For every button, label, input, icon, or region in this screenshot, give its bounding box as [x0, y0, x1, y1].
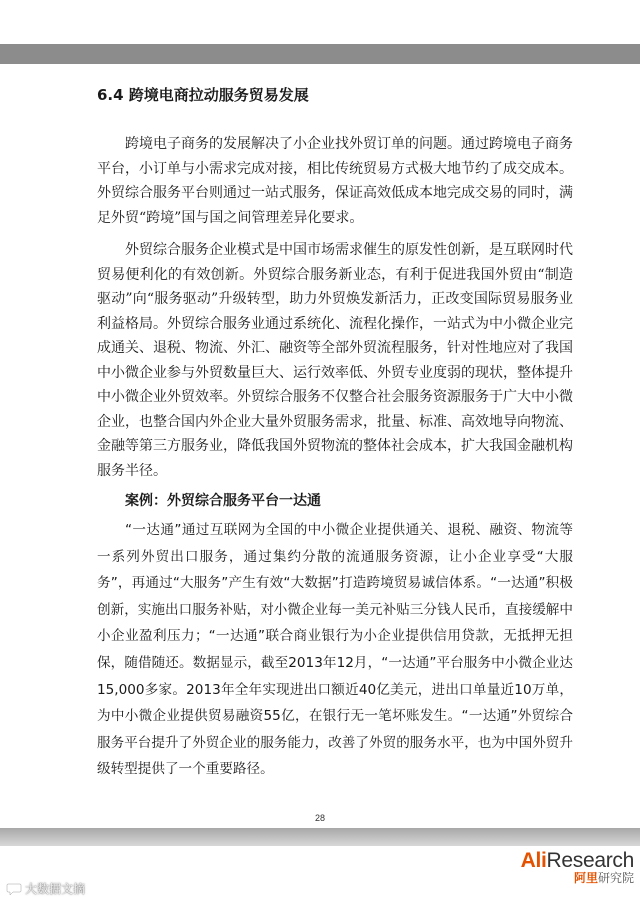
logo-sub-rest: 研究院 [597, 871, 634, 885]
case-study-title: 案例：外贸综合服务平台一达通 [125, 493, 321, 509]
section-heading: 6.4 跨境电商拉动服务贸易发展 [97, 86, 309, 104]
body-paragraph-1: 跨境电子商务的发展解决了小企业找外贸订单的问题。通过跨境电子商务平台，小订单与小需求完成对接，相比传统贸易方式极大地节约了成交成本。外贸综合服务平台则通过一站式服务，保证高效低成本地完成交易的同时，满足外贸“跨境”国与国之间管理差异化要求。 [97, 136, 573, 226]
aliresearch-logo [521, 850, 634, 884]
chat-bubble-icon [6, 881, 22, 897]
body-paragraph-2: 外贸综合服务企业模式是中国市场需求催生的原发性创新，是互联网时代贸易便利化的有效创新。外贸综合服务新业态，有利于促进我国外贸由“制造驱动”向“服务驱动”升级转型，助力外贸焕发新活力，正改变国际贸易服务业利益格局。外贸综合服务业通过系统化、流程化操作，一站式为中小微企业完成通关、退税、物流、外汇、融资等全部外贸流程服务，针对性地应对了我国中小微企业参与外贸数量巨大、运行效率低、外贸专业度弱的现状，整体提升中小微企业外贸效率。外贸综合服务不仅整合社会服务资源服务于广大中小微企业，也整合国内外企业大量外贸服务需求，批量、标准、高效地导向物流、金融等第三方服务业，降低我国外贸物流的整体社会成本，扩大我国金融机构服务半径。 [97, 242, 573, 479]
footer-grey-bar [0, 828, 640, 846]
watermark [6, 880, 85, 897]
logo-research-text: Research [546, 849, 634, 872]
logo-wordmark [521, 850, 634, 871]
page-number: 28 [314, 813, 325, 823]
watermark-text: 大数据文摘 [25, 882, 86, 896]
footer-band [0, 828, 640, 905]
header-band [0, 0, 640, 62]
header-grey-bar [0, 44, 640, 64]
page-content [97, 84, 573, 783]
logo-ali-text: Ali [520, 849, 547, 872]
logo-subtitle [521, 872, 634, 884]
logo-sub-ali: 阿里 [573, 871, 598, 885]
case-study-text: “一达通”通过互联网为全国的中小微企业提供通关、退税、融资、物流等一系列外贸出口服务，通过集约分散的流通服务资源，让小企业享受“大服务”，再通过“大服务”产生有效“大数据”打造跨境贸易诚信体系。“一达通”积极创新，实施出口服务补贴，对小微企业每一美元补贴三分钱人民币，直接缓解中小企业盈利压力；“一达通”联合商业银行为小企业提供信用贷款，无抵押无担保，随借随还。数据显示，截至2013年12月，“一达通”平台服务中小微企业达15,000多家。2013年全年实现进出口额近40亿美元，进出口单量近10万单，为中小微企业提供贸易融资55亿，在银行无一笔坏账发生。“一达通”外贸综合服务平台提升了外贸企业的服务能力，改善了外贸的服务水平，也为中国外贸升级转型提供了一个重要路径。 [97, 522, 573, 778]
